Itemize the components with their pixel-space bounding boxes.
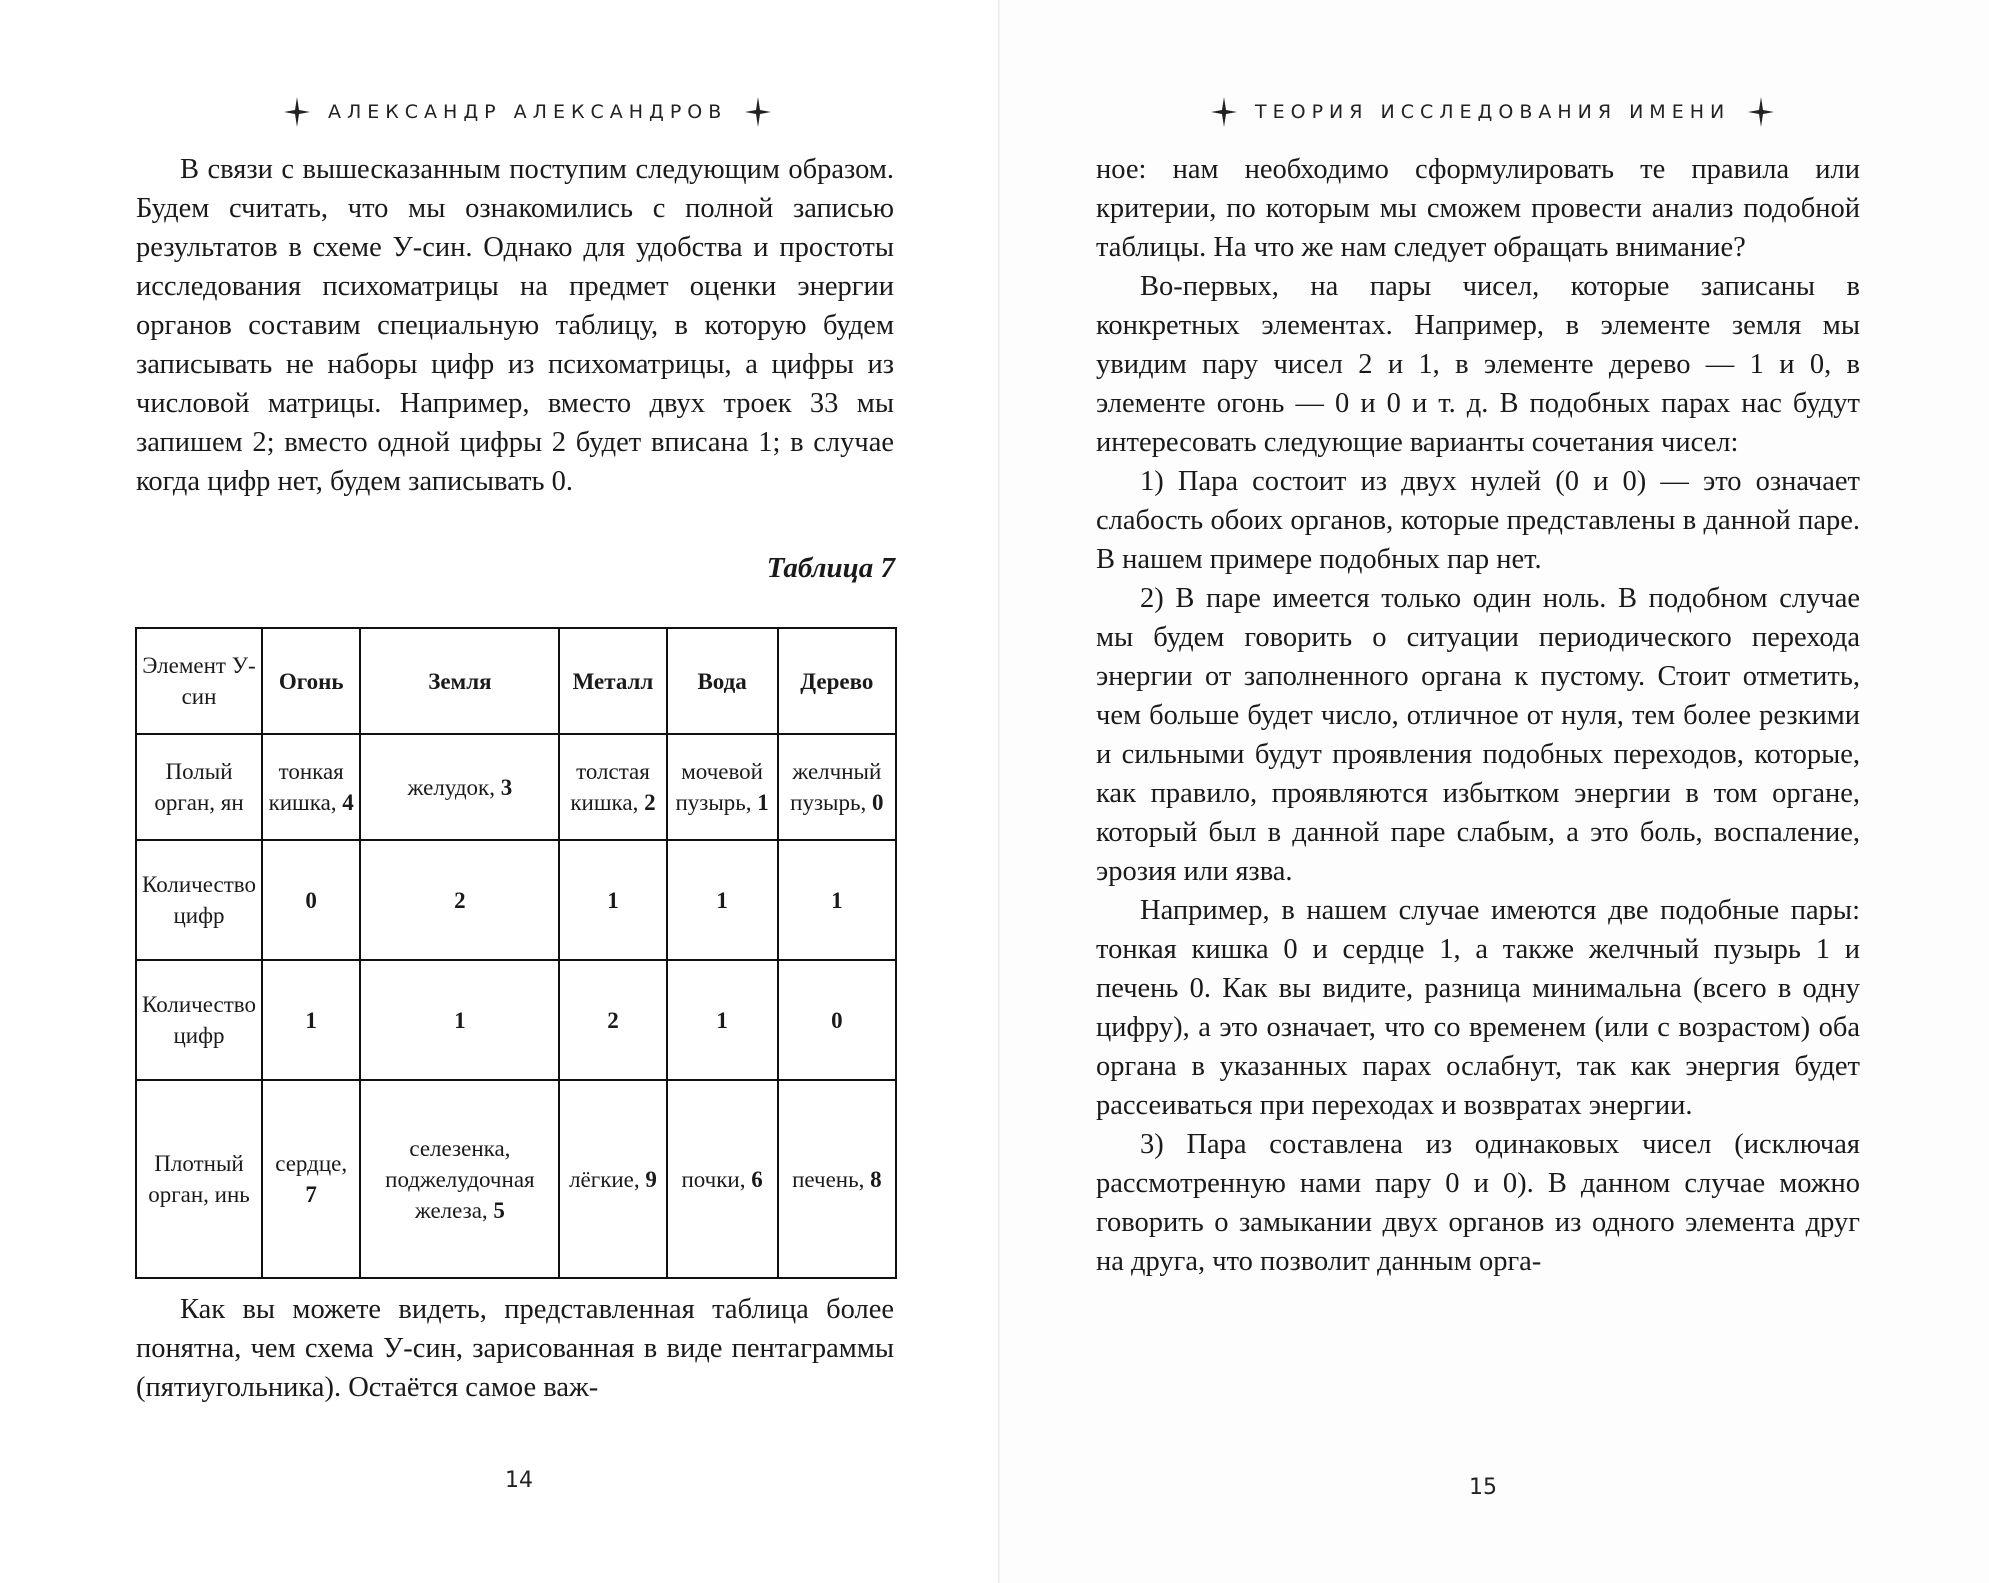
table-cell: толстая кишка, 2 [559, 734, 666, 840]
paragraph: 1) Пара состоит из двух нулей (0 и 0) — это означает слабость обоих органов, которые представлены в данной паре. В нашем примере подобных пар нет. [1096, 466, 1860, 575]
paragraph: Во-первых, на пары чисел, которые записаны в конкретных элементах. Например, в элементе земля мы увидим пару чисел 2 и 1, в элементе дерево — 1 и 0, в элементе огонь — 0 и 0 и т. д. В подобных парах нас будут интересовать следующие варианты сочетания чисел: [1096, 271, 1860, 458]
body-text-top [136, 150, 894, 501]
star-ornament-icon [284, 97, 310, 127]
table-row [136, 960, 896, 1080]
table-header-cell: Вода [667, 628, 778, 734]
table-header-row [136, 628, 896, 734]
table-caption: Таблица 7 [766, 552, 895, 584]
table-cell: селезенка, поджелудочная железа, 5 [360, 1080, 559, 1278]
table-cell: сердце, 7 [262, 1080, 360, 1278]
table-cell: 1 [559, 840, 666, 960]
table-header-cell: Дерево [778, 628, 896, 734]
right-page [1000, 0, 1989, 1583]
table-cell: тонкая кишка, 4 [262, 734, 360, 840]
table-header-cell: Металл [559, 628, 666, 734]
row-label: Количество цифр [136, 840, 262, 960]
body-text-bottom [136, 1290, 894, 1407]
page-number: 14 [505, 1468, 533, 1493]
table-cell: 0 [262, 840, 360, 960]
table-cell: желчный пузырь, 0 [778, 734, 896, 840]
star-ornament-icon [1211, 97, 1237, 127]
table-cell: желудок, 3 [360, 734, 559, 840]
table-header-cell: Земля [360, 628, 559, 734]
running-header [284, 94, 771, 130]
page-number: 15 [1469, 1475, 1497, 1500]
table-7 [135, 627, 897, 1279]
star-ornament-icon [1748, 97, 1774, 127]
paragraph: В связи с вышесказанным поступим следующим образом. Будем считать, что мы ознакомились с полной записью результатов в схеме У-син. Однако для удобства и простоты исследования психоматрицы на предмет оценки энергии органов составим специальную таблицу, в которую будем записывать не наборы цифр из психоматрицы, а цифры из числовой матрицы. Например, вместо двух троек 33 мы запишем 2; вместо одной цифры 2 будет вписана 1; в случае когда цифр нет, будем записывать 0. [136, 154, 894, 497]
table-cell: почки, 6 [667, 1080, 778, 1278]
paragraph: Например, в нашем случае имеются две подобные пары: тонкая кишка 0 и сердце 1, а также желчный пузырь 1 и печень 0. Как вы видите, разница минимальна (всего в одну цифру), а это означает, что со временем (или с возрастом) оба органа в указанных парах ослабнут, так как энергия будет рассеиваться при переходах и возвратах энергии. [1096, 895, 1860, 1121]
row-label: Количество цифр [136, 960, 262, 1080]
table-cell: 2 [559, 960, 666, 1080]
table-cell: 1 [360, 960, 559, 1080]
table-header-cell: Элемент У-син [136, 628, 262, 734]
table-cell: лёгкие, 9 [559, 1080, 666, 1278]
paragraph: 3) Пара составлена из одинаковых чисел (исключая рассмотренную нами пару 0 и 0). В данном случае можно говорить о замыкании двух органов из одного элемента друг на друга, что позволит данным орга- [1096, 1129, 1860, 1277]
body-text [1096, 150, 1860, 1281]
table-cell: 2 [360, 840, 559, 960]
table-cell: 0 [778, 960, 896, 1080]
table-cell: мочевой пузырь, 1 [667, 734, 778, 840]
table-cell: 1 [667, 960, 778, 1080]
table-header-cell: Огонь [262, 628, 360, 734]
header-title: ТЕОРИЯ ИССЛЕДОВАНИЯ ИМЕНИ [1255, 101, 1731, 123]
row-label: Полый орган, ян [136, 734, 262, 840]
paragraph: 2) В паре имеется только один ноль. В подобном случае мы будем говорить о ситуации периодического перехода энергии от заполненного органа к пустому. Стоит отметить, чем больше будет число, отличное от нуля, тем более резкими и сильными будут проявления подобных переходов, которые, как правило, проявляются избытком энергии в том органе, который был в данной паре слабым, а это боль, воспаление, эрозия или язва. [1096, 583, 1860, 887]
star-ornament-icon [745, 97, 771, 127]
table-cell: 1 [667, 840, 778, 960]
row-label: Плотный орган, инь [136, 1080, 262, 1278]
paragraph: Как вы можете видеть, представленная таблица более понятна, чем схема У-син, зарисованная в виде пентаграммы (пятиугольника). Остаётся самое важ- [136, 1294, 894, 1403]
table-cell: 1 [262, 960, 360, 1080]
running-header [1211, 94, 1774, 130]
paragraph: ное: нам необходимо сформулировать те правила или критерии, по которым мы сможем провести анализ подобной таблицы. На что же нам следует обращать внимание? [1096, 154, 1860, 263]
table-row [136, 840, 896, 960]
table-row [136, 1080, 896, 1278]
table-cell: 1 [778, 840, 896, 960]
header-author: АЛЕКСАНДР АЛЕКСАНДРОВ [328, 101, 728, 123]
table-cell: печень, 8 [778, 1080, 896, 1278]
table-row [136, 734, 896, 840]
